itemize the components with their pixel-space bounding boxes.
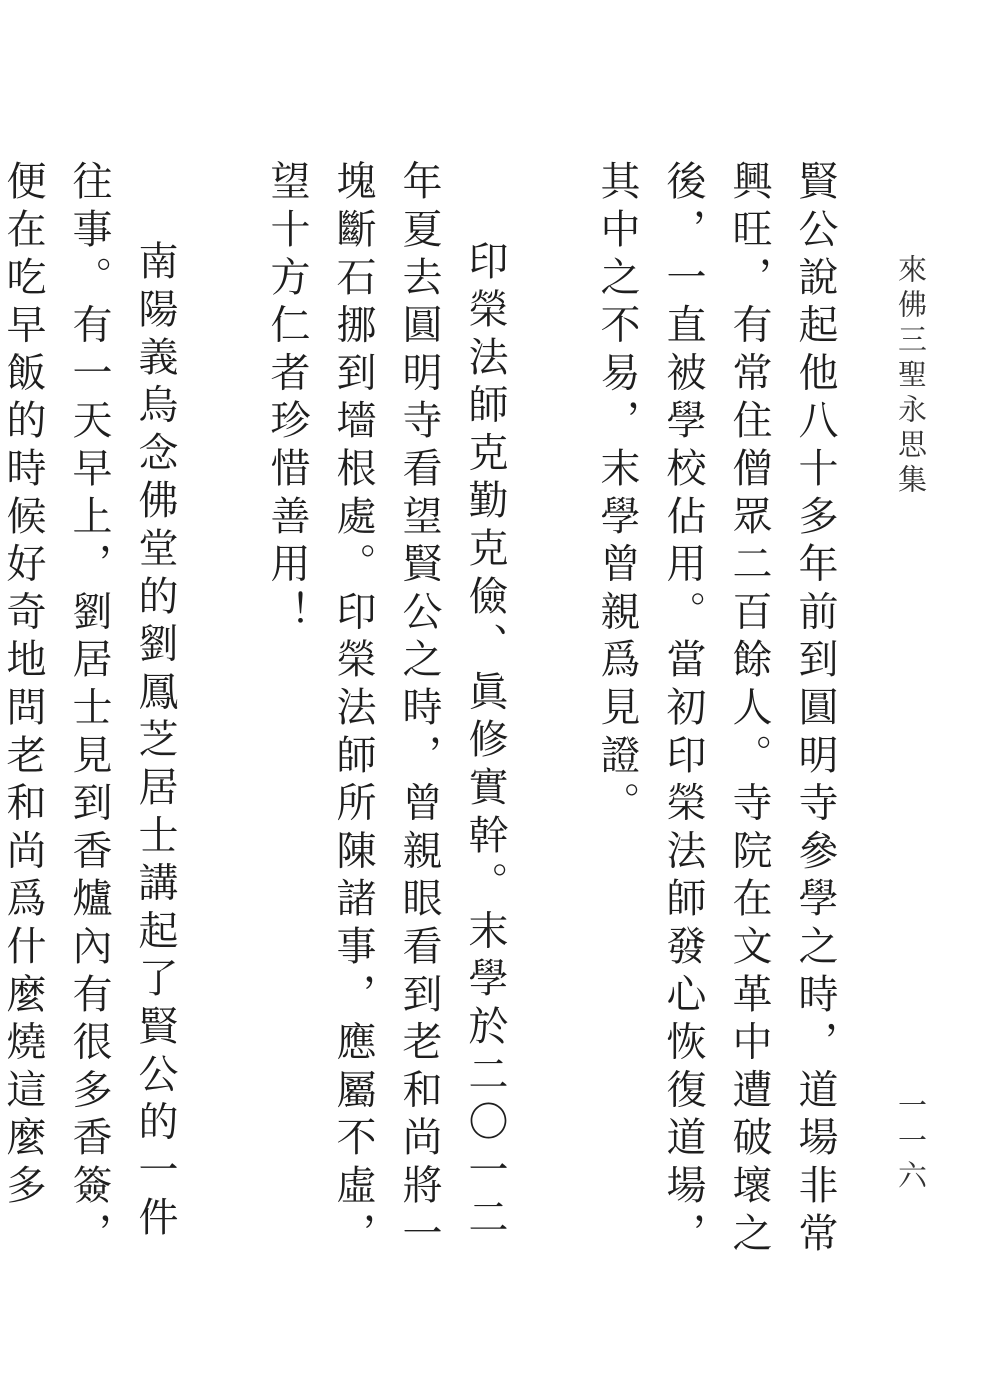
paragraph-gap bbox=[188, 160, 254, 1290]
paragraph-3: 南陽義烏念佛堂的劉鳳芝居士講起了賢公的一件往事。有一天早上，劉居士見到香爐內有很多香簽，便在吃早飯的時候好奇地問老和尚爲什麼燒這麼多 bbox=[0, 160, 178, 1260]
vertical-text-body bbox=[0, 160, 848, 1290]
running-head-title: 來佛三聖永思集 bbox=[894, 254, 928, 499]
paragraph-2: 印榮法師克勤克儉、眞修實幹。末學於二〇一二年夏去圓明寺看望賢公之時，曾親眼看到老和尚將一塊斷石挪到墻根處。印榮法師所陳諸事，應屬不虛，望十方仁者珍惜善用！ bbox=[264, 160, 508, 1260]
page-number: 一一六 bbox=[894, 1090, 928, 1195]
paragraph-gap bbox=[518, 160, 584, 1290]
paragraph-1: 賢公說起他八十多年前到圓明寺參學之時，道場非常興旺，有常住僧眾二百餘人。寺院在文革中遭破壞之後，一直被學校佔用。當初印榮法師發心恢復道場，其中之不易，末學曾親爲見證。 bbox=[594, 160, 838, 1260]
